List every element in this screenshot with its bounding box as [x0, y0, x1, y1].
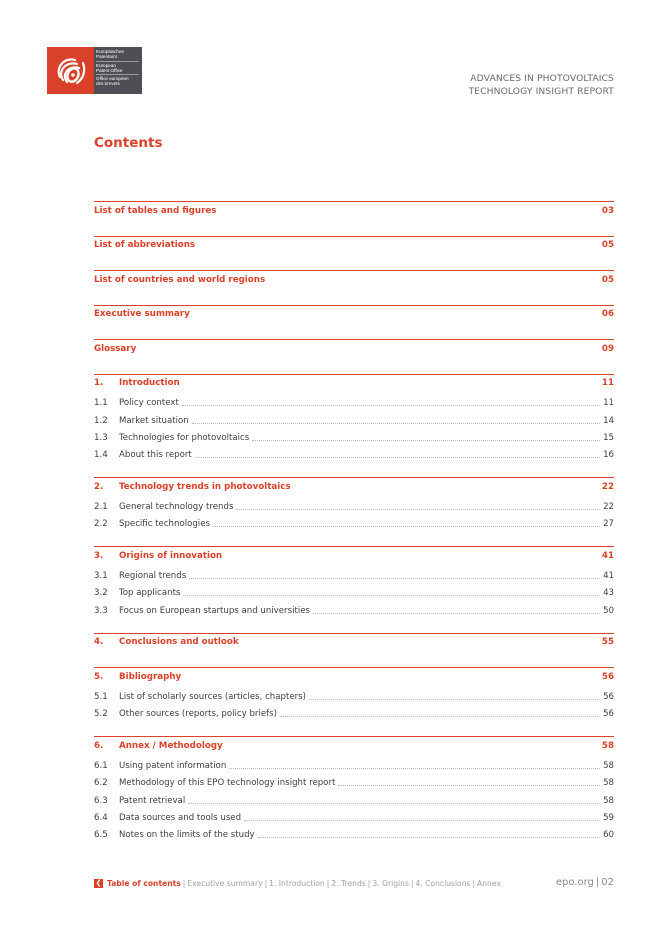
- toc-subsection[interactable]: [94, 582, 614, 599]
- toc-subsection-number: 1.2: [94, 415, 108, 426]
- toc-subsection-page: 58: [603, 761, 614, 772]
- toc-subsection-number: 3.1: [94, 571, 108, 582]
- toc-subsection-label: Policy context: [119, 398, 179, 409]
- toc-subsection-label: Notes on the limits of the study: [119, 830, 255, 841]
- toc-spacer: [94, 289, 614, 305]
- toc-entry-label: List of tables and figures: [94, 205, 217, 216]
- toc-subsection-page: 41: [603, 571, 614, 582]
- toc-chapter-page: 55: [601, 637, 614, 648]
- toc-subsection-number: 3.2: [94, 588, 108, 599]
- toc-dot-leader: [313, 613, 600, 614]
- toc-subsection-label: Top applicants: [119, 588, 181, 599]
- toc-subsection-number: 2.2: [94, 519, 108, 530]
- toc-entry-label: List of abbreviations: [94, 240, 196, 251]
- toc-section: [94, 339, 614, 374]
- toc-subsection-page: 56: [603, 709, 614, 720]
- toc-chapter-heading[interactable]: [94, 634, 614, 652]
- toc-chapter-page: 11: [601, 378, 614, 389]
- toc-subsection-page: 27: [603, 519, 614, 530]
- footer-nav-separator: |: [264, 879, 268, 888]
- toc-chapter-heading[interactable]: [94, 478, 614, 496]
- toc-subsection[interactable]: [94, 496, 614, 513]
- toc-chapter-number: 5.: [94, 671, 104, 682]
- toc-subsection-label: General technology trends: [119, 501, 234, 512]
- toc-dot-leader: [183, 595, 600, 596]
- toc-subsection-label: Technologies for photovoltaics: [119, 432, 250, 443]
- toc-entry-label: List of countries and world regions: [94, 274, 266, 285]
- toc-subsection[interactable]: [94, 444, 614, 461]
- toc-chapter: [94, 633, 614, 668]
- epo-logo: [47, 47, 142, 94]
- toc-subsection-page: 11: [603, 398, 614, 409]
- toc-dot-leader: [338, 785, 600, 786]
- toc-dot-leader: [192, 423, 600, 424]
- footer-nav-separator: |: [367, 879, 371, 888]
- toc-subsection[interactable]: [94, 789, 614, 806]
- toc-subsection[interactable]: [94, 599, 614, 616]
- toc-subsection-page: 43: [603, 588, 614, 599]
- toc-spacer: [94, 220, 614, 236]
- toc-chapter: [94, 736, 614, 857]
- toc-spacer: [94, 358, 614, 374]
- toc-dot-leader: [229, 768, 600, 769]
- toc-chapter-page: 56: [601, 671, 614, 682]
- toc-entry-page: 05: [601, 240, 614, 251]
- toc-chapter-page: 41: [601, 551, 614, 562]
- toc-chapter-heading[interactable]: [94, 547, 614, 565]
- toc-subsection-number: 6.5: [94, 830, 108, 841]
- toc-chapter-heading[interactable]: [94, 668, 614, 686]
- toc-subsection-label: Using patent information: [119, 761, 227, 772]
- toc-spacer: [94, 323, 614, 339]
- toc-chapter: [94, 374, 614, 478]
- footer-nav-current[interactable]: Table of contents: [107, 879, 181, 888]
- toc-chapter-label: Introduction: [119, 378, 180, 389]
- toc-subsection-label: Market situation: [119, 415, 189, 426]
- toc-subsection[interactable]: [94, 427, 614, 444]
- toc-dot-leader: [252, 440, 600, 441]
- toc-subsection[interactable]: [94, 565, 614, 582]
- toc-subsection[interactable]: [94, 703, 614, 720]
- toc-chapter: [94, 477, 614, 546]
- footer-nav-item[interactable]: 4. Conclusions: [415, 879, 471, 888]
- footer-page-number: 02: [601, 877, 614, 888]
- footer-nav-item[interactable]: Annex: [477, 879, 501, 888]
- toc-subsection-label: Methodology of this EPO technology insight report: [119, 778, 336, 789]
- toc-entry[interactable]: [94, 306, 614, 324]
- toc-entry-label: Executive summary: [94, 309, 190, 320]
- toc-subsection-label: Specific technologies: [119, 519, 210, 530]
- toc-section: [94, 201, 614, 236]
- toc-subsection-label: Patent retrieval: [119, 795, 186, 806]
- toc-subsection-number: 1.4: [94, 450, 108, 461]
- footer-nav-item[interactable]: 2. Trends: [331, 879, 366, 888]
- toc-chapter-label: Annex / Methodology: [119, 741, 223, 752]
- toc-subsection[interactable]: [94, 772, 614, 789]
- toc-spacer: [94, 841, 614, 857]
- toc-spacer: [94, 720, 614, 736]
- toc-entry[interactable]: [94, 271, 614, 289]
- toc-spacer: [94, 651, 614, 667]
- toc-section: [94, 236, 614, 271]
- toc-dot-leader: [236, 509, 600, 510]
- toc-subsection[interactable]: [94, 392, 614, 409]
- footer-site[interactable]: epo.org: [555, 877, 594, 888]
- toc-entry-page: 05: [601, 274, 614, 285]
- toc-dot-leader: [195, 457, 600, 458]
- toc-subsection-number: 1.1: [94, 398, 108, 409]
- footer-page-info: epo.org | 02: [555, 877, 614, 888]
- toc-spacer: [94, 617, 614, 633]
- toc-subsection-number: 6.1: [94, 761, 108, 772]
- logo-line: Europäisches: [96, 49, 124, 54]
- logo-line: Office européen: [96, 76, 129, 82]
- toc-entry-label: Glossary: [94, 343, 137, 354]
- toc-chapter-number: 3.: [94, 551, 104, 562]
- toc-dot-leader: [188, 803, 600, 804]
- toc-chapter-number: 1.: [94, 378, 104, 389]
- toc-dot-leader: [280, 716, 600, 717]
- toc-entry[interactable]: [94, 237, 614, 255]
- toc-subsection-label: About this report: [119, 450, 192, 461]
- toc-subsection-number: 6.2: [94, 778, 108, 789]
- toc-dot-leader: [244, 820, 600, 821]
- toc-chapter-label: Bibliography: [119, 671, 182, 682]
- toc-dot-leader: [182, 405, 600, 406]
- epo-logo-mark-icon: [47, 47, 94, 94]
- header-line-2: TECHNOLOGY INSIGHT REPORT: [468, 86, 614, 97]
- toc-section: [94, 270, 614, 305]
- header-line-1: ADVANCES IN PHOTOVOLTAICS: [470, 73, 614, 84]
- toc-chapter-label: Conclusions and outlook: [119, 637, 239, 648]
- toc-chapter-page: 58: [601, 741, 614, 752]
- toc-subsection-number: 6.4: [94, 812, 108, 823]
- toc-subsection-page: 59: [603, 812, 614, 823]
- toc-subsection-page: 22: [603, 501, 614, 512]
- toc-chapter-label: Technology trends in photovoltaics: [119, 481, 291, 492]
- toc-dot-leader: [258, 837, 600, 838]
- toc-spacer: [94, 461, 614, 477]
- footer-nav-item[interactable]: Executive summary: [187, 879, 263, 888]
- toc-section: [94, 305, 614, 340]
- toc-entry-page: 03: [601, 205, 614, 216]
- toc-subsection-label: Other sources (reports, policy briefs): [119, 709, 277, 720]
- footer-nav-separator: |: [182, 879, 186, 888]
- table-of-contents: [94, 201, 614, 857]
- toc-subsection[interactable]: [94, 409, 614, 426]
- toc-subsection-page: 15: [603, 432, 614, 443]
- toc-subsection[interactable]: [94, 513, 614, 530]
- toc-subsection[interactable]: [94, 755, 614, 772]
- toc-subsection-label: List of scholarly sources (articles, chapters): [119, 691, 306, 702]
- toc-chapter-number: 4.: [94, 637, 104, 648]
- toc-subsection-number: 6.3: [94, 795, 108, 806]
- toc-subsection-number: 3.3: [94, 605, 108, 616]
- toc-subsection-page: 50: [603, 605, 614, 616]
- toc-subsection-label: Data sources and tools used: [119, 812, 242, 823]
- toc-spacer: [94, 254, 614, 270]
- toc-chapter: [94, 546, 614, 632]
- toc-subsection-number: 5.2: [94, 709, 108, 720]
- toc-entry[interactable]: [94, 340, 614, 358]
- toc-dot-leader: [213, 526, 600, 527]
- logo-line: Patentamt: [96, 54, 117, 60]
- toc-entry[interactable]: [94, 202, 614, 220]
- logo-line: European: [96, 62, 116, 68]
- toc-subsection-page: 58: [603, 778, 614, 789]
- toc-chapter-number: 2.: [94, 481, 104, 492]
- epo-logo-text: [94, 47, 142, 94]
- toc-dot-leader: [189, 578, 600, 579]
- footer-nav-separator: |: [326, 879, 330, 888]
- footer-nav-item[interactable]: 1. Introduction: [269, 879, 325, 888]
- footer-navigation: [94, 879, 501, 888]
- logo-line: des brevets: [96, 81, 120, 87]
- toc-dot-leader: [309, 699, 600, 700]
- toc-entry-page: 09: [601, 343, 614, 354]
- toc-chapter-label: Origins of innovation: [119, 551, 223, 562]
- toc-subsection-page: 60: [603, 830, 614, 841]
- report-header: [468, 72, 614, 98]
- toc-subsection-label: Regional trends: [119, 571, 187, 582]
- footer-nav-item[interactable]: 3. Origins: [372, 879, 409, 888]
- page-title: Contents: [94, 135, 163, 151]
- toc-chapter-heading[interactable]: [94, 737, 614, 755]
- toc-subsection-page: 56: [603, 691, 614, 702]
- toc-chapter-number: 6.: [94, 741, 104, 752]
- toc-subsection[interactable]: [94, 686, 614, 703]
- toc-subsection[interactable]: [94, 824, 614, 841]
- footer-nav-separator: |: [472, 879, 476, 888]
- toc-chapter-page: 22: [601, 481, 614, 492]
- toc-subsection[interactable]: [94, 807, 614, 824]
- toc-subsection-number: 1.3: [94, 432, 108, 443]
- toc-chapter-heading[interactable]: [94, 375, 614, 393]
- toc-subsection-page: 58: [603, 795, 614, 806]
- toc-entry-page: 06: [601, 309, 614, 320]
- back-arrow-icon[interactable]: ❮: [95, 879, 102, 887]
- footer-nav-separator: |: [410, 879, 414, 888]
- logo-line: Patent Office: [96, 67, 123, 73]
- toc-subsection-label: Focus on European startups and universities: [119, 605, 310, 616]
- toc-subsection-number: 5.1: [94, 691, 108, 702]
- toc-chapter: [94, 667, 614, 736]
- toc-subsection-number: 2.1: [94, 501, 108, 512]
- toc-subsection-page: 16: [603, 450, 614, 461]
- toc-spacer: [94, 530, 614, 546]
- toc-subsection-page: 14: [603, 415, 614, 426]
